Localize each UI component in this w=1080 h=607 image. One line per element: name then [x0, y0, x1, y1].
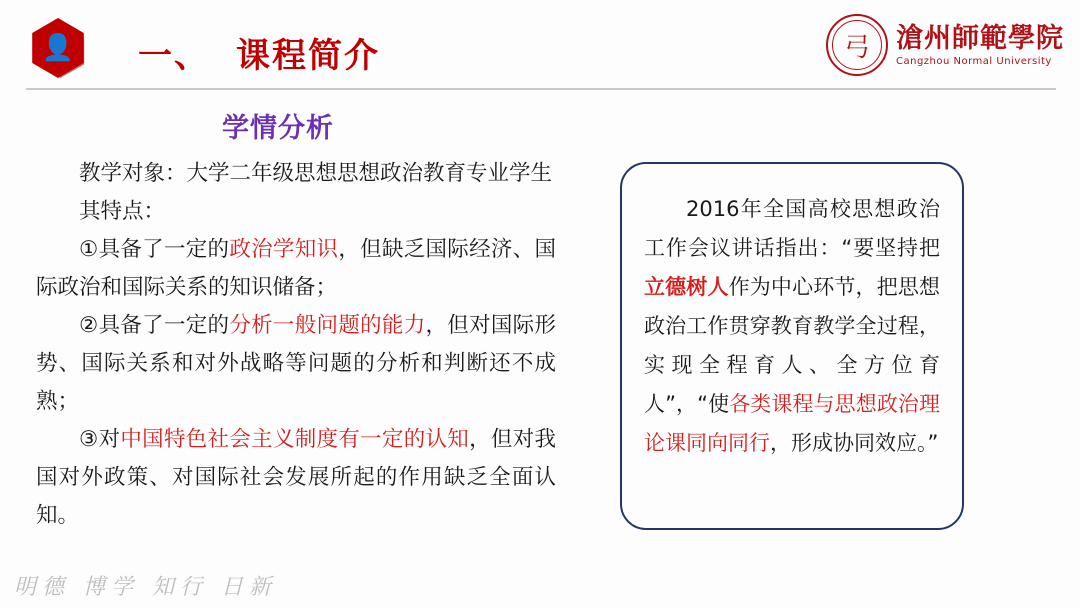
slide-subtitle: 学情分析 [222, 113, 334, 144]
section-number: 一、 [138, 36, 210, 76]
item3-post: ，但对我国对外政策、对国际社会发展所起的作用缺乏全面认知。 [36, 427, 556, 528]
item3-highlight: 中国特色社会主义制度有一定的认知 [120, 427, 470, 452]
footer-motto: 明德 博学 知行 日新 [14, 575, 277, 600]
quote-seg-1: 2016年全国高校思想政治工作会议讲话指出：“要坚持把 [644, 197, 940, 260]
quote-seg-5: ，形成协同效应。” [770, 431, 939, 455]
slide-header [0, 0, 1080, 92]
quote-text [644, 190, 940, 463]
quote-seg-3: 作为中心环节，把思想政治工作贯穿教育教学全过程，实现全程育人、全方位育人”，“使 [644, 275, 941, 416]
characteristic-item-2 [36, 307, 556, 421]
section-badge [28, 18, 88, 78]
characteristic-item-1 [36, 231, 556, 307]
item2-pre: ②具备了一定的 [79, 313, 230, 338]
logo-name-cn: 滄州師範學院 [896, 22, 1064, 54]
item1-highlight: 政治学知识 [229, 237, 339, 262]
item2-post: ，但对国际形势、国际关系和对外战略等问题的分析和判断还不成熟； [36, 313, 556, 414]
teaching-audience-line: 教学对象：大学二年级思想思想政治教育专业学生 [79, 161, 553, 186]
left-text-column [36, 155, 556, 535]
characteristics-label: 其特点： [79, 199, 166, 224]
quote-callout-box [620, 162, 964, 530]
logo-name-en: Cangzhou Normal University [896, 55, 1052, 67]
logo-seal-icon: 弓 [826, 14, 888, 76]
page-title [138, 28, 380, 77]
header-divider [26, 88, 1056, 90]
characteristic-item-3 [36, 421, 556, 535]
section-title: 课程简介 [236, 36, 380, 76]
item3-pre: ③对 [79, 427, 121, 452]
person-book-icon: 👤 [41, 33, 75, 63]
item1-post: ，但缺乏国际经济、国际政治和国际关系的知识储备； [36, 237, 556, 300]
university-logo [826, 14, 1064, 76]
quote-highlight-2: 各类课程与思想政治理论课同向同行 [644, 392, 940, 455]
item1-pre: ①具备了一定的 [79, 237, 230, 262]
item2-highlight: 分析一般问题的能力 [229, 313, 426, 338]
logo-wordmark [896, 23, 1064, 68]
quote-highlight-1: 立德树人 [644, 275, 729, 299]
